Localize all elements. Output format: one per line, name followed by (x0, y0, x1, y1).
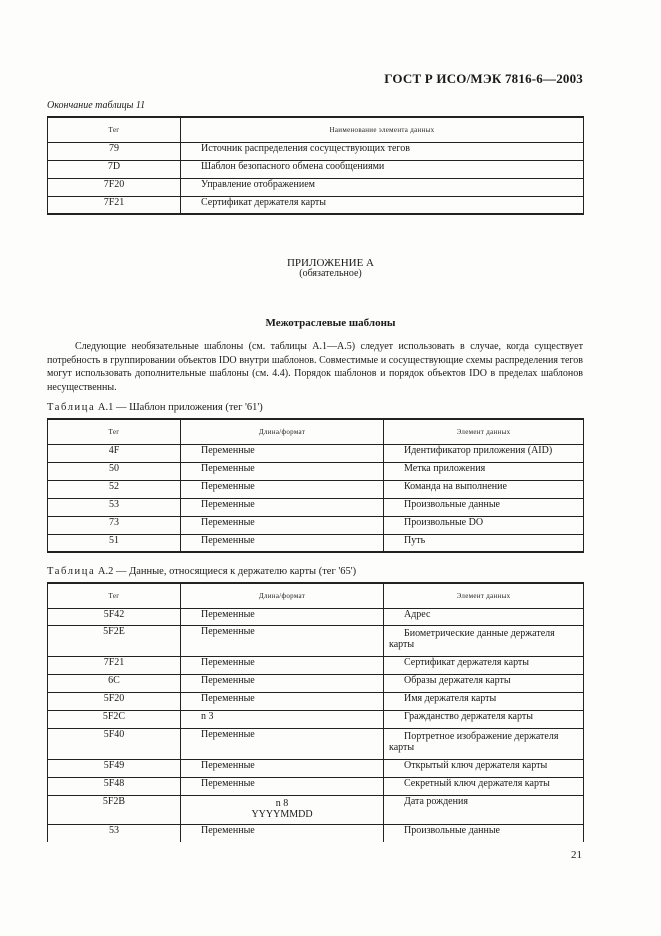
column-header-format: Длина/формат (181, 583, 384, 608)
table-row (48, 196, 584, 214)
table-row (48, 498, 584, 516)
cell-format: Переменные (181, 516, 384, 534)
cell-tag: 5F20 (48, 692, 181, 710)
column-header-tag: Тег (48, 117, 181, 142)
cell-format: Переменные (181, 759, 384, 777)
appendix-subtitle: (обязательное) (299, 268, 362, 279)
cell-format: Переменные (181, 824, 384, 842)
table-row (48, 710, 584, 728)
cell-element: Источник распределения сосуществующих тегов (181, 142, 584, 160)
cell-element: Сертификат держателя карты (384, 656, 584, 674)
column-header-format: Длина/формат (181, 419, 384, 444)
document-standard-header: ГОСТ Р ИСО/МЭК 7816-6—2003 (384, 71, 583, 86)
table-row (48, 608, 584, 625)
table-a1 (47, 418, 584, 553)
table-row (48, 462, 584, 480)
cell-tag: 7D (48, 160, 181, 178)
cell-format: n 3 (181, 710, 384, 728)
table-row (48, 480, 584, 498)
section-title: Межотраслевые шаблоны (265, 317, 396, 329)
table-row (48, 142, 584, 160)
table-row (48, 534, 584, 552)
cell-tag: 5F42 (48, 608, 181, 625)
cell-tag: 51 (48, 534, 181, 552)
cell-element: Путь (384, 534, 584, 552)
cell-element: Имя держателя карты (384, 692, 584, 710)
cell-element: Метка приложения (384, 462, 584, 480)
cell-element: Сертификат держателя карты (181, 196, 584, 214)
cell-element: Гражданство держателя карты (384, 710, 584, 728)
cell-tag: 5F48 (48, 777, 181, 795)
cell-element: Произвольные DO (384, 516, 584, 534)
cell-element: Шаблон безопасного обмена сообщениями (181, 160, 584, 178)
cell-format: Переменные (181, 674, 384, 692)
cell-format: Переменные (181, 608, 384, 625)
table-row (48, 160, 584, 178)
table-row (48, 656, 584, 674)
column-header-element: Элемент данных (384, 419, 584, 444)
table-continuation-label: Окончание таблицы 11 (47, 100, 146, 111)
cell-tag: 5F2B (48, 795, 181, 824)
cell-tag: 7F21 (48, 196, 181, 214)
table-row (48, 728, 584, 759)
cell-format: Переменные (181, 692, 384, 710)
table-row (48, 674, 584, 692)
cell-element: Произвольные данные (384, 824, 584, 842)
caption-text: А.1 — Шаблон приложения (тег '61') (97, 402, 263, 413)
cell-element: Портретное изображение держателя карты (384, 728, 584, 759)
cell-format: Переменные (181, 625, 384, 656)
cell-format: Переменные (181, 498, 384, 516)
table-row (48, 516, 584, 534)
cell-tag: 5F40 (48, 728, 181, 759)
cell-tag: 5F2E (48, 625, 181, 656)
table-row (48, 759, 584, 777)
column-header-tag: Тег (48, 583, 181, 608)
cell-format (181, 795, 384, 824)
cell-element: Управление отображением (181, 178, 584, 196)
cell-element: Секретный ключ держателя карты (384, 777, 584, 795)
cell-tag: 79 (48, 142, 181, 160)
body-paragraph: Следующие необязательные шаблоны (см. таблицы А.1—А.5) следует использовать в случае, когда существует потребность в группировании объектов IDO внутри шаблонов. Совместимые и сосуществующие схемы распределения тегов могут использовать дополнительные шаблоны (см. 4.4). Порядок шаблонов и порядок объектов IDO в пределах шаблонов несущественны. (47, 341, 583, 393)
caption-prefix: Таблица (47, 402, 96, 413)
cell-element: Открытый ключ держателя карты (384, 759, 584, 777)
cell-tag: 7F21 (48, 656, 181, 674)
cell-element: Адрес (384, 608, 584, 625)
cell-element: Идентификатор приложения (AID) (384, 444, 584, 462)
cell-tag: 7F20 (48, 178, 181, 196)
table-a2 (47, 582, 584, 842)
appendix-title: ПРИЛОЖЕНИЕ А (286, 257, 374, 269)
table-a2-caption (47, 566, 356, 577)
table-row (48, 178, 584, 196)
column-header-element: Элемент данных (384, 583, 584, 608)
cell-tag: 4F (48, 444, 181, 462)
cell-format: Переменные (181, 656, 384, 674)
cell-tag: 53 (48, 498, 181, 516)
cell-element: Дата рождения (384, 795, 584, 824)
table-a1-caption (47, 402, 263, 413)
format-note: YYYYMMDD (251, 808, 313, 820)
cell-element: Произвольные данные (384, 498, 584, 516)
cell-tag: 50 (48, 462, 181, 480)
cell-format: Переменные (181, 728, 384, 759)
cell-tag: 53 (48, 824, 181, 842)
column-header-tag: Тег (48, 419, 181, 444)
cell-tag: 6C (48, 674, 181, 692)
cell-format: Переменные (181, 444, 384, 462)
cell-tag: 5F2C (48, 710, 181, 728)
column-header-name: Наименование элемента данных (181, 117, 584, 142)
table-row (48, 625, 584, 656)
cell-format: Переменные (181, 534, 384, 552)
cell-element: Образы держателя карты (384, 674, 584, 692)
cell-element: Биометрические данные держателя карты (384, 625, 584, 656)
format-value: n 8 (275, 797, 289, 809)
caption-prefix: Таблица (47, 566, 96, 577)
table-11 (47, 116, 584, 215)
table-row (48, 777, 584, 795)
cell-element: Команда на выполнение (384, 480, 584, 498)
table-row (48, 444, 584, 462)
cell-tag: 5F49 (48, 759, 181, 777)
cell-tag: 52 (48, 480, 181, 498)
cell-tag: 73 (48, 516, 181, 534)
cell-format: Переменные (181, 462, 384, 480)
table-row (48, 692, 584, 710)
table-row (48, 795, 584, 824)
caption-text: А.2 — Данные, относящиеся к держателю карты (тег '65') (97, 566, 357, 577)
page-number: 21 (571, 849, 582, 861)
cell-format: Переменные (181, 480, 384, 498)
cell-format: Переменные (181, 777, 384, 795)
table-row (48, 824, 584, 842)
